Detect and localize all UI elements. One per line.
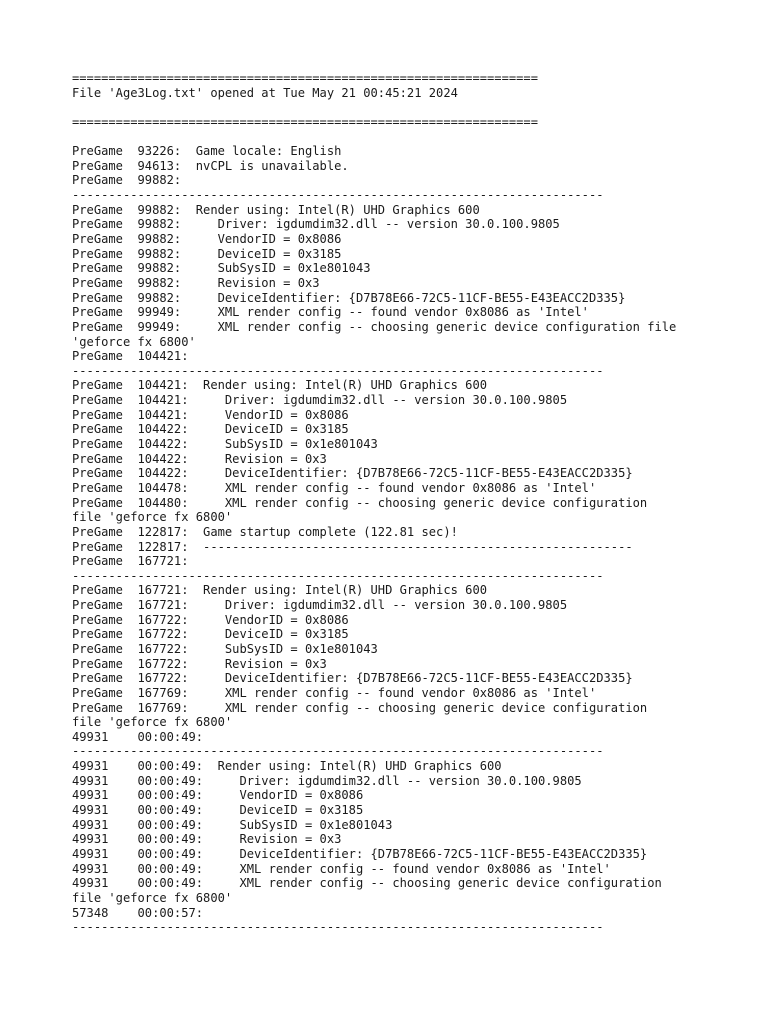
log-line: PreGame 99882: (72, 173, 182, 188)
log-line: PreGame 99882: Driver: igdumdim32.dll -- version 30.0.100.9805 (72, 217, 560, 232)
log-line: 49931 00:00:49: XML render config -- choosing generic device configuration (72, 876, 662, 891)
log-line: PreGame 104480: XML render config -- choosing generic device configuration (72, 495, 648, 510)
log-line: PreGame 94613: nvCPL is unavailable. (72, 158, 349, 173)
log-line: PreGame 104421: (72, 349, 189, 364)
log-line: PreGame 167721: Driver: igdumdim32.dll -- version 30.0.100.9805 (72, 598, 568, 613)
log-line: 49931 00:00:49: Driver: igdumdim32.dll -- version 30.0.100.9805 (72, 773, 582, 788)
log-line (72, 130, 676, 145)
log-line: PreGame 104421: VendorID = 0x8086 (72, 407, 349, 422)
log-line: 49931 00:00:49: (72, 729, 204, 744)
log-line: PreGame 104421: Driver: igdumdim32.dll -- version 30.0.100.9805 (72, 393, 568, 408)
log-line: PreGame 167722: Revision = 0x3 (72, 656, 327, 671)
log-line: ------------------------------------------------------------------------- (72, 568, 604, 583)
log-line: ------------------------------------------------------------------------- (72, 363, 604, 378)
log-line: PreGame 167721: (72, 554, 189, 569)
log-line (72, 100, 676, 115)
log-line: PreGame 122817: ----------------------------------------------------------- (72, 539, 633, 554)
log-line: 49931 00:00:49: Render using: Intel(R) UHD Graphics 600 (72, 759, 502, 774)
log-line: PreGame 99949: XML render config -- choosing generic device configuration file (72, 319, 677, 334)
log-line: PreGame 167722: SubSysID = 0x1e801043 (72, 641, 378, 656)
log-line: PreGame 104421: Render using: Intel(R) UHD Graphics 600 (72, 378, 488, 393)
log-line: file 'geforce fx 6800' (72, 890, 233, 905)
log-line: PreGame 93226: Game locale: English (72, 144, 342, 159)
log-line: ------------------------------------------------------------------------- (72, 188, 604, 203)
log-line: PreGame 99882: Render using: Intel(R) UHD Graphics 600 (72, 202, 480, 217)
log-line: file 'geforce fx 6800' (72, 510, 233, 525)
log-line: PreGame 99882: Revision = 0x3 (72, 275, 320, 290)
log-line: PreGame 104422: Revision = 0x3 (72, 451, 327, 466)
log-line: file 'geforce fx 6800' (72, 715, 233, 730)
log-line: File 'Age3Log.txt' opened at Tue May 21 00:45:21 2024 (72, 85, 458, 100)
log-line: 49931 00:00:49: SubSysID = 0x1e801043 (72, 817, 393, 832)
log-line: 49931 00:00:49: DeviceIdentifier: {D7B78E66-72C5-11CF-BE55-E43EACC2D335} (72, 846, 648, 861)
log-line: PreGame 104422: DeviceID = 0x3185 (72, 422, 349, 437)
log-line: PreGame 167722: VendorID = 0x8086 (72, 612, 349, 627)
log-line: PreGame 99882: DeviceIdentifier: {D7B78E66-72C5-11CF-BE55-E43EACC2D335} (72, 290, 626, 305)
log-text-block (72, 71, 676, 935)
log-line: ================================================================ (72, 114, 538, 129)
log-line: PreGame 167769: XML render config -- choosing generic device configuration (72, 700, 648, 715)
log-line: PreGame 99882: DeviceID = 0x3185 (72, 246, 342, 261)
log-line: 49931 00:00:49: VendorID = 0x8086 (72, 788, 364, 803)
log-line: PreGame 99882: SubSysID = 0x1e801043 (72, 261, 371, 276)
log-line: ================================================================ (72, 71, 538, 85)
log-line: PreGame 104478: XML render config -- found vendor 0x8086 as 'Intel' (72, 480, 597, 495)
log-line: PreGame 104422: DeviceIdentifier: {D7B78E66-72C5-11CF-BE55-E43EACC2D335} (72, 466, 633, 481)
log-line: ------------------------------------------------------------------------- (72, 920, 604, 935)
log-line: ------------------------------------------------------------------------- (72, 744, 604, 759)
log-line: PreGame 99949: XML render config -- found vendor 0x8086 as 'Intel' (72, 305, 589, 320)
log-line: 'geforce fx 6800' (72, 334, 196, 349)
log-line: PreGame 122817: Game startup complete (122.81 sec)! (72, 524, 458, 539)
log-line: 49931 00:00:49: XML render config -- found vendor 0x8086 as 'Intel' (72, 861, 611, 876)
log-line: 49931 00:00:49: Revision = 0x3 (72, 832, 342, 847)
log-line: PreGame 167769: XML render config -- found vendor 0x8086 as 'Intel' (72, 685, 597, 700)
log-line: PreGame 167722: DeviceIdentifier: {D7B78E66-72C5-11CF-BE55-E43EACC2D335} (72, 671, 633, 686)
log-line: 57348 00:00:57: (72, 905, 204, 920)
log-line: PreGame 167722: DeviceID = 0x3185 (72, 627, 349, 642)
log-line: PreGame 167721: Render using: Intel(R) UHD Graphics 600 (72, 583, 488, 598)
log-line: PreGame 99882: VendorID = 0x8086 (72, 232, 342, 247)
log-line: PreGame 104422: SubSysID = 0x1e801043 (72, 437, 378, 452)
log-line: 49931 00:00:49: DeviceID = 0x3185 (72, 803, 364, 818)
